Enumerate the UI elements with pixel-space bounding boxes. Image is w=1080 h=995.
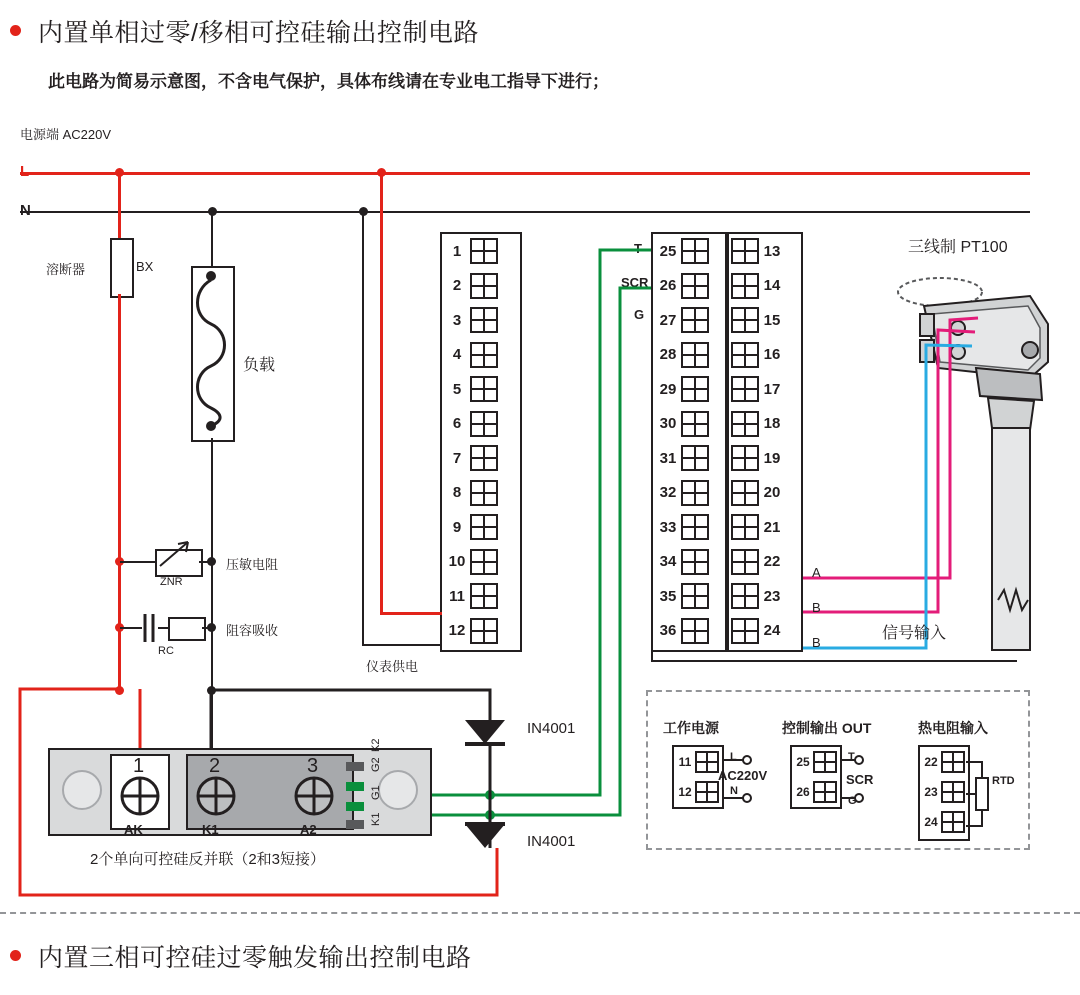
section1-subtitle: 此电路为简易示意图，不含电气保护，具体布线请在专业电工指导下进行； [48,72,609,91]
terminal-screw-icon[interactable] [695,751,719,773]
legend-terminal-row[interactable] [792,777,840,807]
terminal-mid-number: 30 [659,415,677,433]
ssr-pin-1-label: 1 [133,755,145,777]
legend-block-2 [790,745,842,809]
legend-block-3 [918,745,970,841]
legend-g1-connector-icon [722,748,754,810]
terminal-right-number: 13 [763,242,781,260]
varistor-code-label: ZNR [160,576,183,588]
terminal-left-number: 1 [452,242,462,260]
section2-title: 内置三相可控硅过零触发输出控制电路 [38,944,472,972]
terminal-mid-number: 25 [659,242,677,260]
terminal-mid-number: 36 [659,622,677,640]
terminal-right-number: 14 [763,277,781,295]
diode-2-label: IN4001 [527,833,576,850]
legend-group2-title: 控制输出 OUT [782,720,872,736]
terminal-screw-icon[interactable] [813,751,837,773]
diode-1-label: IN4001 [527,720,576,737]
terminal-left-number: 11 [449,587,465,605]
legend-group3-title: 热电阻输入 [918,720,988,736]
terminal-left-number: 12 [448,622,466,640]
legend-terminal-row[interactable] [674,747,722,777]
terminal-right-number: 21 [763,518,781,536]
terminal-mid-number: 26 [659,277,677,295]
terminal-right-number: 23 [763,587,781,605]
fuse-label: 溶断器 [46,262,86,277]
legend-g2-number: 25 [796,755,810,769]
terminal-mid-number: 31 [659,449,677,467]
legend-g3-rtd-icon [966,748,1006,842]
legend-g2-T: T [848,751,855,763]
terminal-mid-number: 33 [659,518,677,536]
terminal-right-number: 16 [763,346,781,364]
terminal-B1-label: B [812,600,821,615]
terminal-screw-icon[interactable] [941,781,965,803]
ssr-a2-label: A2 [300,822,317,837]
legend-terminal-row[interactable] [792,747,840,777]
ssr-k1s-label: K1 [370,812,382,826]
terminal-left-number: 8 [452,484,462,502]
terminal-mid-number: 28 [659,346,677,364]
legend-g1-number: 12 [678,785,692,799]
terminal-A-label: A [812,565,821,580]
terminal-left-number: 3 [452,311,462,329]
legend-terminal-row[interactable] [920,747,968,777]
legend-g3-number: 23 [924,785,938,799]
terminal-screw-icon[interactable] [941,811,965,833]
terminal-screw-icon[interactable] [813,781,837,803]
snubber-label: 阻容吸收 [226,623,279,638]
terminal-right-number: 19 [763,449,781,467]
legend-g1-number: 11 [678,755,692,769]
legend-g3-number: 24 [924,815,938,829]
terminal-mid-number: 34 [659,553,677,571]
terminal-right-number: 22 [763,553,781,571]
terminal-right-number: 20 [763,484,781,502]
section-divider [0,912,1080,914]
terminal-B2-label: B [812,635,821,650]
terminal-left-number: 2 [452,277,462,295]
terminal-left-number: 7 [452,449,462,467]
legend-block-1 [672,745,724,809]
terminal-right-number: 15 [763,311,781,329]
terminal-right-number: 18 [763,415,781,433]
legend-g3-number: 22 [924,755,938,769]
terminal-left-number: 10 [448,553,466,571]
legend-g2-connector-icon [840,748,866,810]
ssr-ak-label: AK [124,822,143,837]
ssr-k2-label: K2 [370,738,382,752]
legend-g1-N: N [730,785,738,797]
legend-terminal-row[interactable] [920,807,968,837]
varistor-label: 压敏电阻 [226,557,279,572]
legend-g3-note: RTD [992,775,1015,787]
ssr-pin-3-label: 3 [307,755,319,777]
legend-g1-L: L [730,751,737,763]
terminal-left-number: 4 [452,346,462,364]
terminal-mid-number: 35 [659,587,677,605]
legend-g2-G: G [848,795,857,807]
terminal-left-number: 5 [452,380,462,398]
pt100-title-label: 三线制 PT100 [908,239,1008,256]
bullet-icon-2 [10,950,21,961]
ssr-pin-2-label: 2 [209,755,221,777]
ssr-k1-label: K1 [202,822,219,837]
ssr-g1-label: G1 [370,785,382,800]
ssr-g2-label: G2 [370,757,382,772]
section1-title: 内置单相过零/移相可控硅输出控制电路 [38,19,479,47]
power-source-label: 电源端 AC220V [20,127,112,142]
terminal-mid-number: 29 [659,380,677,398]
terminal-left-number: 6 [452,415,462,433]
ssr-note-label: 2个单向可控硅反并联（2和3短接） [90,851,326,868]
terminal-screw-icon[interactable] [941,751,965,773]
fuse-code-label: BX [136,259,154,274]
legend-group1-title: 工作电源 [663,720,719,736]
terminal-left-number: 9 [452,518,462,536]
legend-terminal-row[interactable] [674,777,722,807]
load-label: 负载 [243,357,276,374]
terminal-T-label: T [634,241,642,256]
terminal-screw-icon[interactable] [695,781,719,803]
terminal-right-number: 17 [763,380,781,398]
terminal-G-label: G [634,307,645,322]
terminal-right-number: 24 [763,622,781,640]
signal-input-label: 信号输入 [882,625,947,642]
legend-g2-number: 26 [796,785,810,799]
meter-power-label: 仪表供电 [366,659,419,674]
legend-g2-note: SCR [846,772,874,787]
terminal-mid-number: 32 [659,484,677,502]
legend-terminal-row[interactable] [920,777,968,807]
terminal-mid-number: 27 [659,311,677,329]
legend-g1-note: AC220V [718,768,768,783]
snubber-code-label: RC [158,645,174,657]
terminal-SCR-label: SCR [621,275,649,290]
